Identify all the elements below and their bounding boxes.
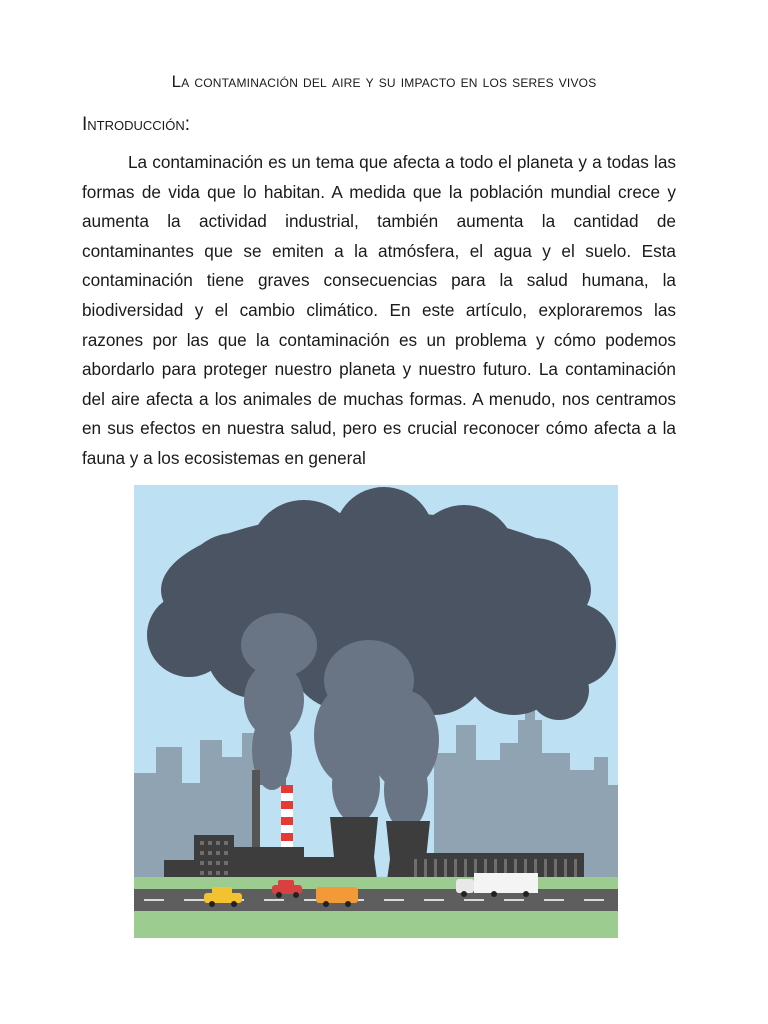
chimney-gray	[252, 770, 260, 850]
grass-strip	[134, 877, 618, 891]
cooling-tower-left	[330, 817, 378, 887]
document-title: La contaminación del aire y su impacto en los seres vivos	[171, 72, 597, 91]
air-pollution-factory-illustration	[134, 485, 618, 938]
introduction-paragraph: La contaminación es un tema que afecta a todo el planeta y a todas las formas de vida que lo habitan. A medida que la población mundial crece y aumenta la actividad industrial, también aumenta la cantidad de contaminantes que se emiten a la atmósfera, el agua y el suelo. Esta contaminación tiene graves consecuencias para la salud humana, la biodiversidad y el cambio climático. En este artículo, exploraremos las razones por las que la contaminación es un problema y cómo podemos abordarlo para proteger nuestro planeta y nuestro futuro. La contaminación del aire afecta a los animales de muchas formas. A menudo, nos centramos en sus efectos en nuestra salud, pero es crucial reconocer cómo afecta a la fauna y a los ecosistemas en general	[82, 152, 676, 468]
section-heading-introduccion: Introducción:	[82, 114, 191, 135]
grass-foreground	[134, 911, 618, 938]
chimney-red-white	[281, 785, 293, 855]
